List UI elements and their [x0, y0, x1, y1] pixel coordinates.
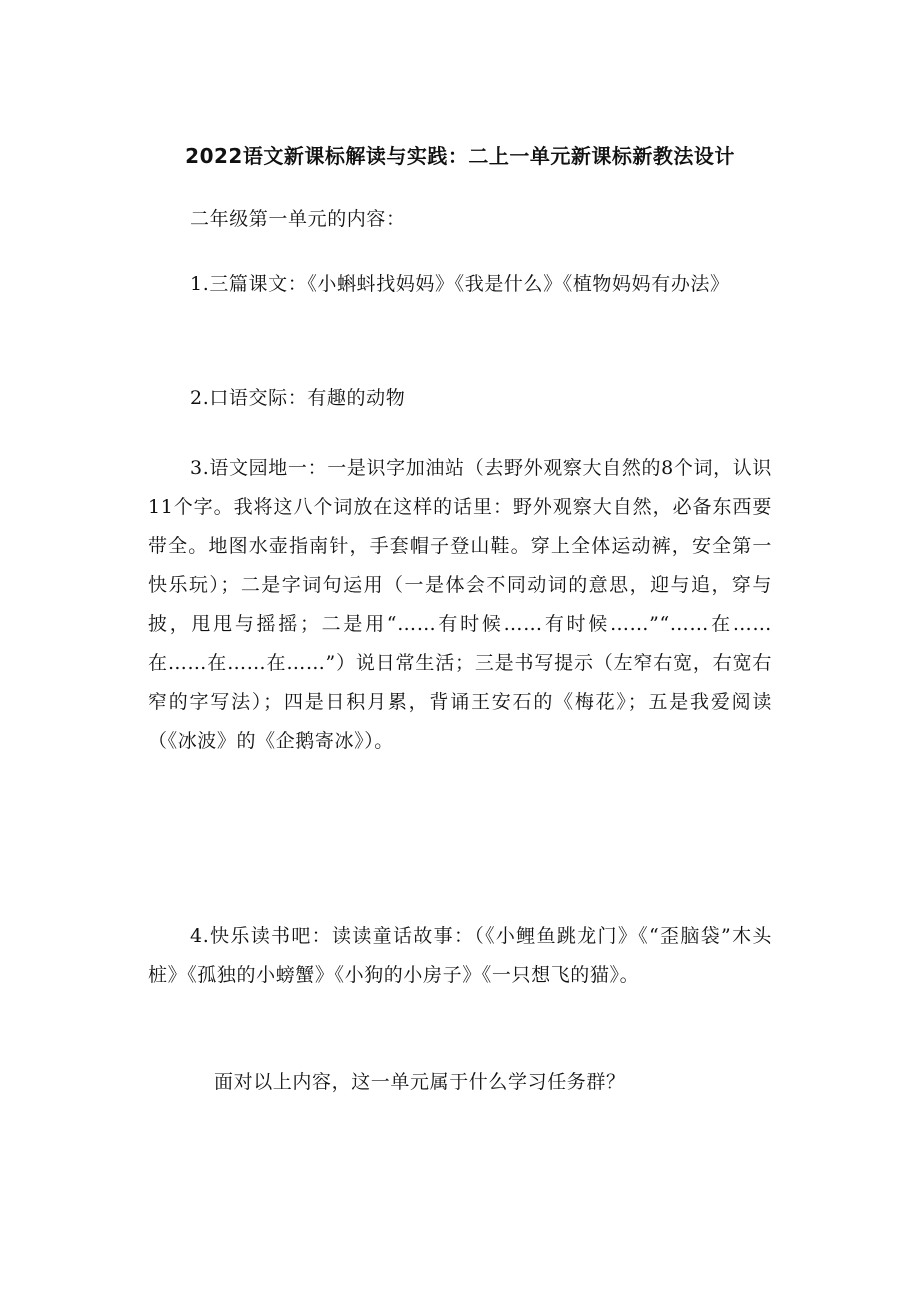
- paragraph-reading-bar: 4.快乐读书吧：读读童话故事：（《小鲤鱼跳龙门》《“歪脑袋”木头桩》《孤独的小螃蟹》《小狗的小房子》《一只想飞的猫》。: [148, 925, 772, 986]
- paragraph-language-garden: 3.语文园地一：一是识字加油站（去野外观察大自然的8个词，认识11个字。我将这八个词放在这样的话里：野外观察大自然，必备东西要带全。地图水壶指南针，手套帽子登山鞋。穿上全体运动裤，安全第一快乐玩）；二是字词句运用（一是体会不同动词的意思，迎与追，穿与披，甩甩与摇摇；二是用“……有时候……有时候……”“……在……在……在……在……”）说日常生活；三是书写提示（左窄右宽，右宽右窄的字写法）；四是日积月累，背诵王安石的《梅花》；五是我爱阅读（《冰波》的《企鹅寄冰》）。: [148, 457, 772, 752]
- paragraph-oral-communication: 2.口语交际：有趣的动物: [190, 387, 406, 409]
- document-title: 2022语文新课标解读与实践：二上一单元新课标新教法设计: [185, 144, 735, 168]
- paragraph-texts: 1.三篇课文：《小蝌蚪找妈妈》《我是什么》《植物妈妈有办法》: [190, 273, 730, 295]
- paragraph-intro: 二年级第一单元的内容：: [190, 208, 406, 230]
- paragraph-question: 面对以上内容，这一单元属于什么学习任务群？: [214, 1071, 626, 1093]
